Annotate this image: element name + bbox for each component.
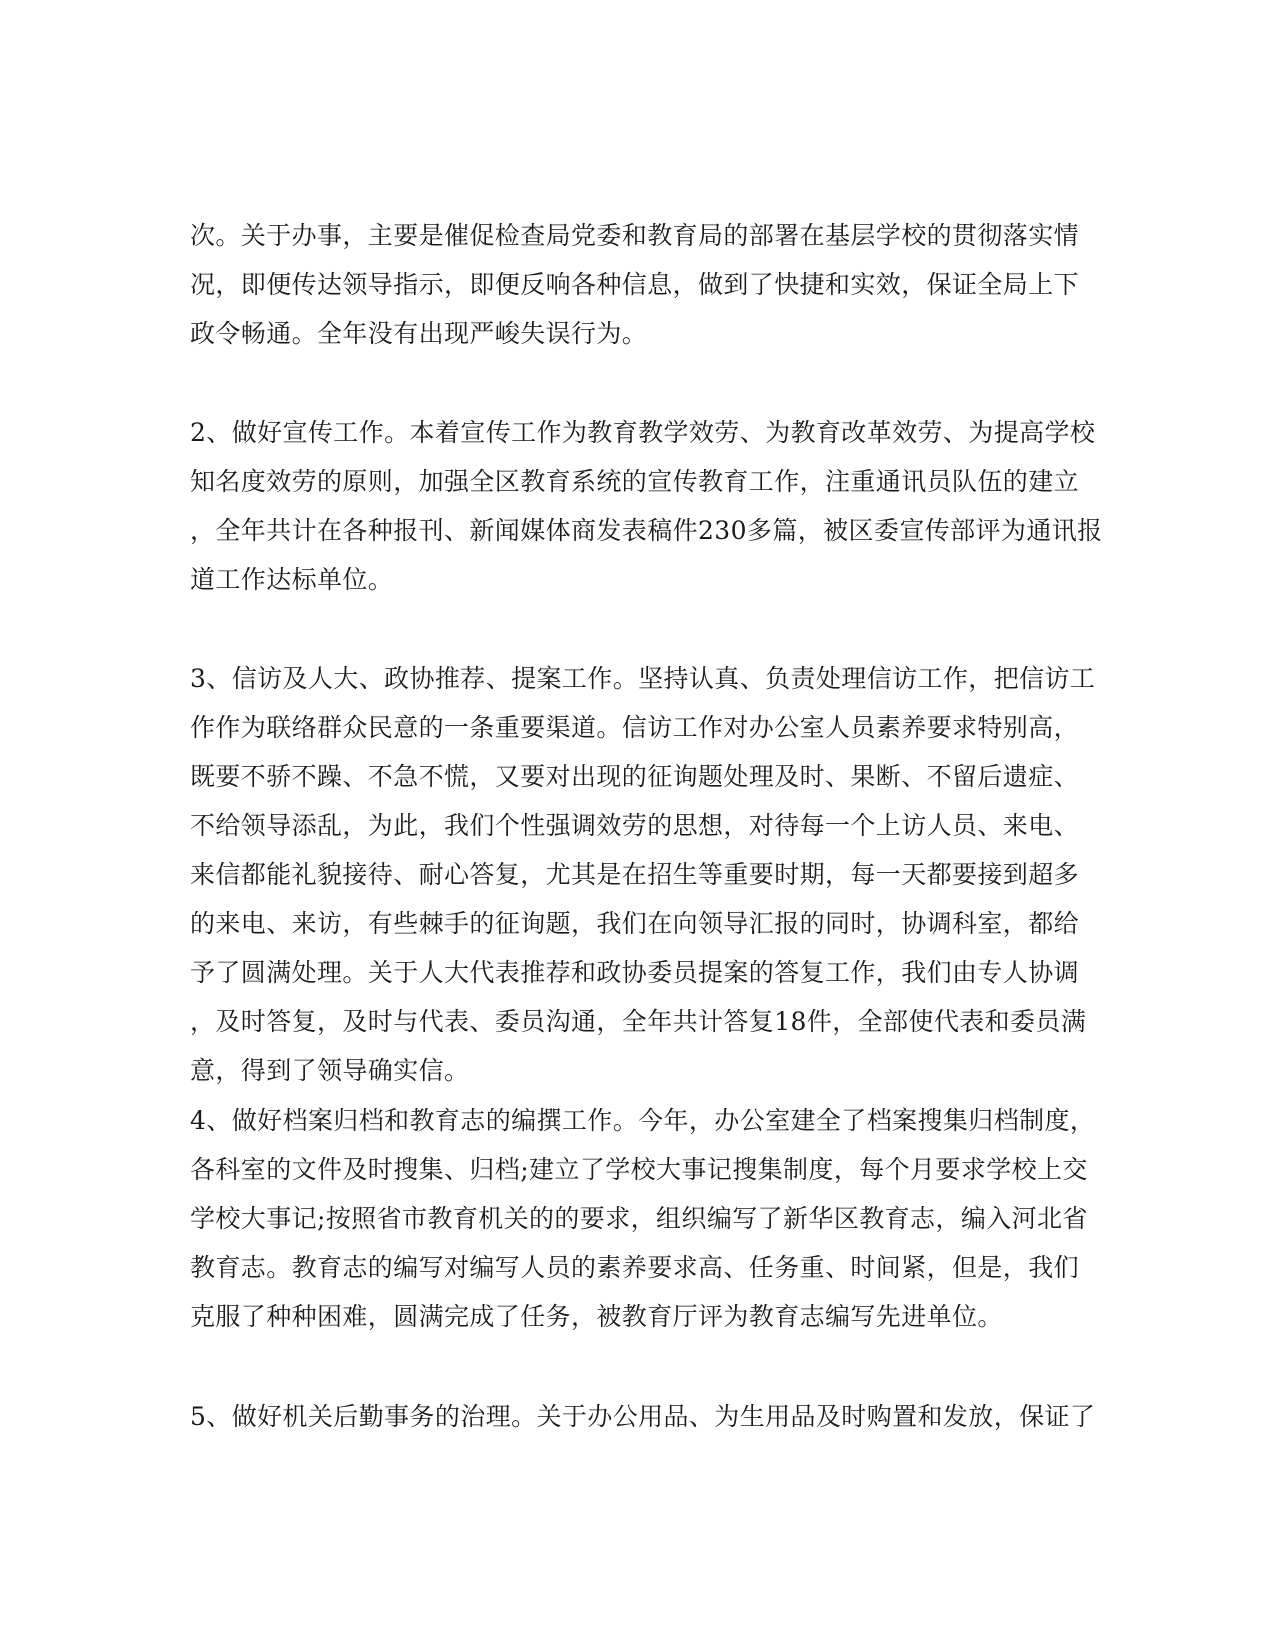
text-line: 各科室的文件及时搜集、归档;建立了学校大事记搜集制度，每个月要求学校上交 (190, 1155, 1088, 1184)
paragraph-item-5 (190, 1392, 1096, 1441)
text-line: ，及时答复，及时与代表、委员沟通，全年共计答复18件，全部使代表和委员满 (190, 1007, 1087, 1036)
text-line: 克服了种种困难，圆满完成了任务，被教育厅评为教育志编写先进单位。 (190, 1302, 1003, 1331)
text-line: 4、做好档案归档和教育志的编撰工作。今年，办公室建全了档案搜集归档制度， (190, 1106, 1096, 1135)
text-line: 况，即便传达领导指示，即便反响各种信息，做到了快捷和实效，保证全局上下 (190, 270, 1080, 299)
text-line: 5、做好机关后勤事务的治理。关于办公用品、为生用品及时购置和发放，保证了 (190, 1402, 1096, 1431)
text-line: 知名度效劳的原则，加强全区教育系统的宣传教育工作，注重通讯员队伍的建立 (190, 467, 1080, 496)
text-line: 作作为联络群众民意的一条重要渠道。信访工作对办公室人员素养要求特别高， (190, 713, 1080, 742)
text-line: 教育志。教育志的编写对编写人员的素养要求高、任务重、时间紧，但是，我们 (190, 1253, 1080, 1282)
text-line: 意，得到了领导确实信。 (190, 1056, 470, 1085)
text-line: 3、信访及人大、政协推荐、提案工作。坚持认真、负责处理信访工作，把信访工 (190, 664, 1096, 693)
text-line: 既要不骄不躁、不急不慌，又要对出现的征询题处理及时、果断、不留后遗症、 (190, 762, 1080, 791)
text-line: 予了圆满处理。关于人大代表推荐和政协委员提案的答复工作，我们由专人协调 (190, 958, 1080, 987)
paragraph-item-2 (190, 408, 1103, 604)
text-line: 道工作达标单位。 (190, 565, 394, 594)
text-line: 的来电、来访，有些棘手的征询题，我们在向领导汇报的同时，协调科室，都给 (190, 909, 1080, 938)
paragraph-item-4 (190, 1096, 1096, 1341)
paragraph-continuation (190, 211, 1090, 358)
text-line: 不给领导添乱，为此，我们个性强调效劳的思想，对待每一个上访人员、来电、 (190, 811, 1080, 840)
text-line: 政令畅通。全年没有出现严峻失误行为。 (190, 319, 648, 348)
text-line: 次。关于办事，主要是催促检查局党委和教育局的部署在基层学校的贯彻落实情 (190, 221, 1080, 250)
paragraph-item-3 (190, 654, 1096, 1095)
text-line: 2、做好宣传工作。本着宣传工作为教育教学效劳、为教育改革效劳、为提高学校 (190, 418, 1096, 447)
text-line: 来信都能礼貌接待、耐心答复，尤其是在招生等重要时期，每一天都要接到超多 (190, 860, 1080, 889)
text-line: ，全年共计在各种报刊、新闻媒体商发表稿件230多篇，被区委宣传部评为通讯报 (190, 516, 1103, 545)
text-line: 学校大事记;按照省市教育机关的的要求，组织编写了新华区教育志，编入河北省 (190, 1204, 1088, 1233)
